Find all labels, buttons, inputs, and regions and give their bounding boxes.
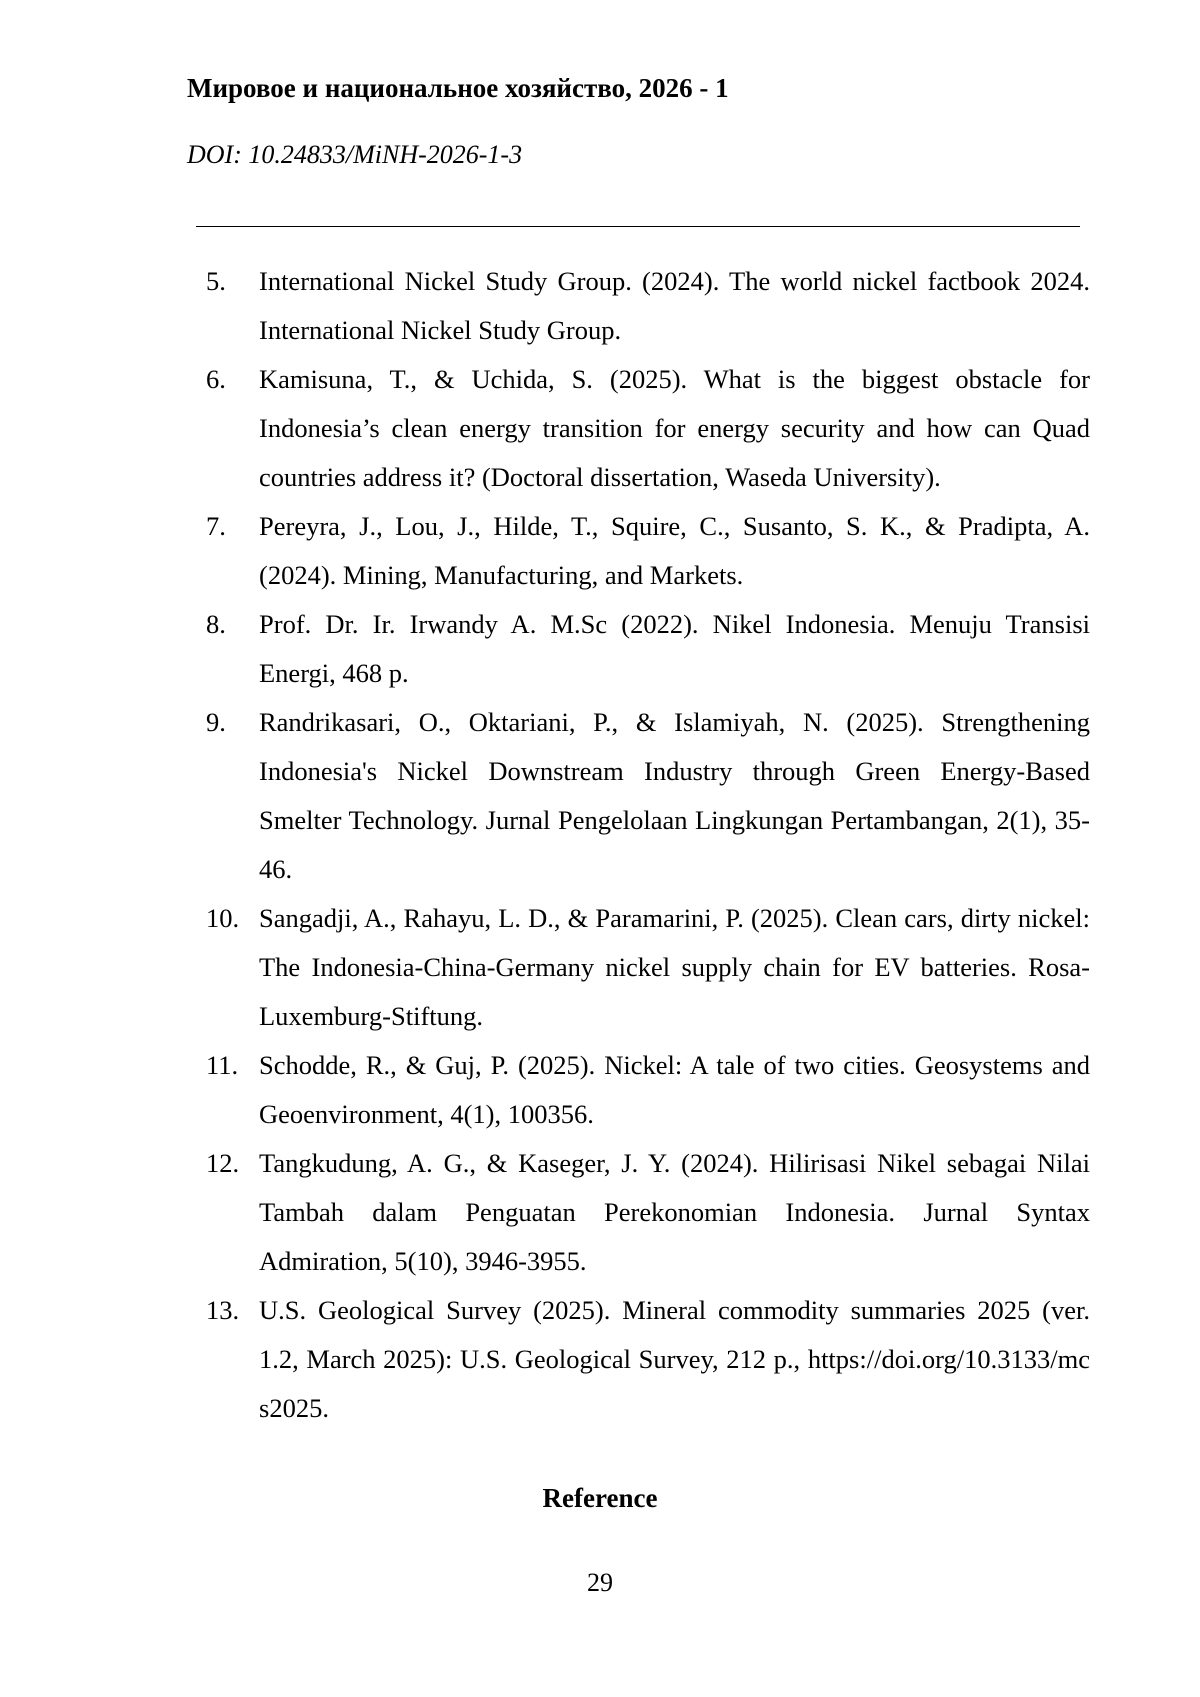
- section-heading: Reference: [542, 1483, 658, 1513]
- reference-text: Sangadji, A., Rahayu, L. D., & Paramarini, P. (2025). Clean cars, dirty nickel: The Indonesia-China-Germany nickel supply chain for EV batteries. Rosa-Luxemburg-Stiftung.: [259, 903, 1090, 1031]
- reference-number: 13.: [206, 1295, 240, 1325]
- reference-text: Schodde, R., & Guj, P. (2025). Nickel: A tale of two cities. Geosystems and Geoenvironment, 4(1), 100356.: [259, 1050, 1090, 1129]
- reference-number: 5.: [206, 266, 226, 296]
- reference-text: International Nickel Study Group. (2024). The world nickel factbook 2024. International Nickel Study Group.: [259, 266, 1090, 345]
- reference-number: 8.: [206, 609, 226, 639]
- reference-item: [206, 257, 1090, 355]
- reference-number: 7.: [206, 511, 226, 541]
- header-divider: [196, 226, 1080, 227]
- reference-text: Tangkudung, A. G., & Kaseger, J. Y. (2024). Hilirisasi Nikel sebagai Nilai Tambah dalam Penguatan Perekonomian Indonesia. Jurnal Syntax Admiration, 5(10), 3946-3955.: [259, 1148, 1090, 1276]
- reference-doi-link[interactable]: https://doi.org/10.3133/mcs2025.: [259, 1344, 1090, 1423]
- journal-title: Мировое и национальное хозяйство, 2026 - 1: [187, 73, 729, 103]
- reference-text-body: U.S. Geological Survey (2025). Mineral commodity summaries 2025 (ver. 1.2, March 2025): U.S. Geological Survey, 212 p.,: [259, 1295, 1090, 1374]
- reference-item: [206, 1139, 1090, 1286]
- reference-text: Kamisuna, T., & Uchida, S. (2025). What is the biggest obstacle for Indonesia’s clean energy transition for energy security and how can Quad countries address it? (Doctoral dissertation, Waseda University).: [259, 364, 1090, 492]
- reference-number: 10.: [206, 903, 240, 933]
- reference-item: [206, 355, 1090, 502]
- reference-text: [259, 1286, 1090, 1433]
- reference-text: Pereyra, J., Lou, J., Hilde, T., Squire, C., Susanto, S. K., & Pradipta, A. (2024). Mining, Manufacturing, and Markets.: [259, 511, 1090, 590]
- reference-number: 12.: [206, 1148, 240, 1178]
- reference-item: [206, 698, 1090, 894]
- reference-number: 11.: [206, 1050, 239, 1080]
- page-number: 29: [587, 1568, 613, 1597]
- reference-text: Prof. Dr. Ir. Irwandy A. M.Sc (2022). Nikel Indonesia. Menuju Transisi Energi, 468 p.: [259, 609, 1090, 688]
- reference-item: [206, 1286, 1090, 1433]
- reference-item: [206, 1041, 1090, 1139]
- reference-list: [206, 257, 1090, 1433]
- reference-item: [206, 600, 1090, 698]
- reference-text: Randrikasari, O., Oktariani, P., & Islamiyah, N. (2025). Strengthening Indonesia's Nickel Downstream Industry through Green Energy-Based Smelter Technology. Jurnal Pengelolaan Lingkungan Pertambangan, 2(1), 35-46.: [259, 707, 1090, 884]
- reference-number: 6.: [206, 364, 226, 394]
- reference-item: [206, 502, 1090, 600]
- reference-item: [206, 894, 1090, 1041]
- reference-number: 9.: [206, 707, 226, 737]
- doi: DOI: 10.24833/MiNH-2026-1-3: [187, 140, 523, 169]
